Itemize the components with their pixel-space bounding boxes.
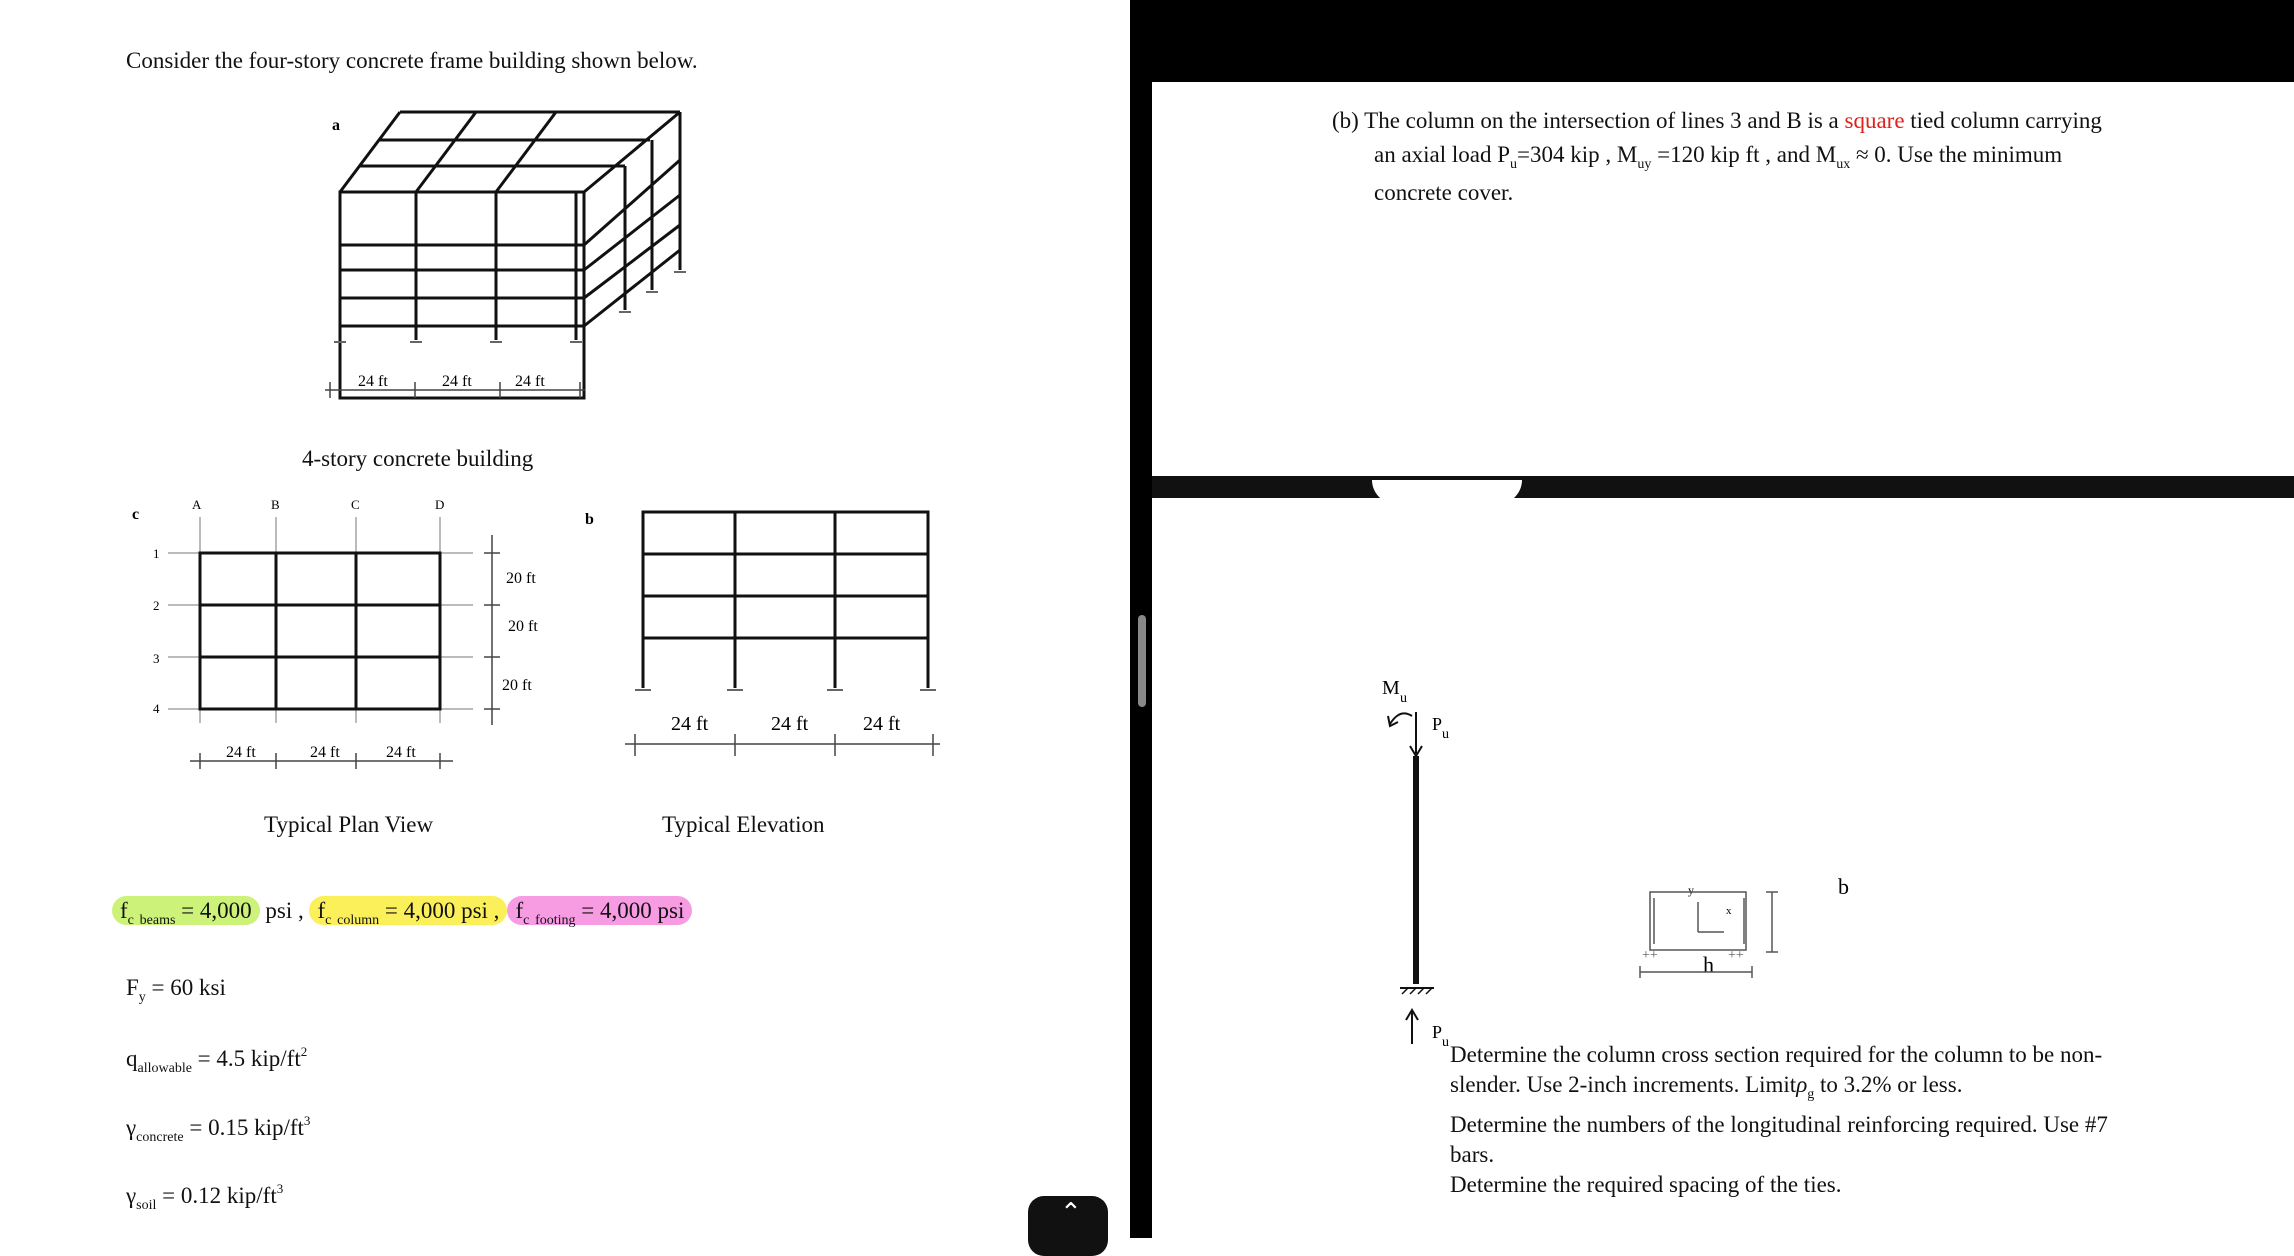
b-dim-label: b [1838,874,1849,899]
mu-label: M [1382,677,1400,699]
gamma-concrete-line: $\gamma_{concrete} = 0.15$ kip/$ft^3$ [126,1113,311,1145]
row-label-2: 2 [153,598,160,613]
svg-text:++: ++ [1642,948,1658,963]
pu-top-label: P [1432,714,1443,734]
part-b-line-1: (b) The column on the intersection of lines 3 and B is a square tied column carrying [1332,108,2102,133]
figure-a-dim-3: 24 ft [515,373,545,390]
pu-top-sub: u [1442,727,1449,742]
concrete-strengths-line: $f_c$ $_{beams}$ = 4,000 psi , $f_c$ $_{column}$ = 4,000 psi , $f_c$ $_{footing}$ = 4,000 psi [112,898,692,924]
figure-a-label: a [332,117,340,134]
plan-y-dim-1: 20 ft [506,570,536,587]
plan-x-dim-2: 24 ft [310,744,340,761]
y-axis-label: y [1688,883,1694,897]
col-label-d: D [435,497,445,512]
pu-bottom-sub: u [1442,1035,1449,1050]
elevation-dim-2: 24 ft [771,713,809,735]
plan-y-dim-3: 20 ft [502,677,532,694]
col-label-c: C [351,497,360,512]
part-b-line-3: concrete cover. [1374,180,1514,205]
scrollbar-thumb[interactable] [1138,615,1146,707]
gamma-soil-line: $\gamma_{soil} = 0.12$ kip/$ft^3$ [126,1181,284,1213]
plan-x-dim-1: 24 ft [226,744,256,761]
h-dim-label: h [1703,952,1714,977]
fy-line: $F_y = 60$ ksi [126,975,226,1005]
fc-footing-highlight: $f_c$ $_{footing}$ = 4,000 psi [507,896,692,925]
plan-x-dim-3: 24 ft [386,744,416,761]
mu-sub: u [1400,691,1407,706]
elevation-dim-3: 24 ft [863,713,901,735]
elevation-dim-1: 24 ft [671,713,709,735]
separator-curve [1372,480,1522,504]
chevron-up-icon: ⌃ [1060,1198,1082,1228]
figure-b-label: b [585,511,594,528]
task-3: Determine the required spacing of the ties. [1450,1172,1842,1197]
figure-c-label: c [132,506,140,523]
col-label-a: A [192,497,202,512]
figure-b-elevation [575,500,955,770]
row-label-1: 1 [153,546,160,561]
figure-b-caption: Typical Elevation [662,812,825,837]
part-b-line-2: an axial load $P_u=304$ kip , $M_{uy} =120$ kip ft , and $M_{ux} \approx 0$. Use the minimum [1374,142,2063,172]
svg-text:++: ++ [1728,948,1744,963]
column-cross-section [1592,802,1892,982]
fc-beams-highlight: $f_c$ $_{beams}$ = 4,000 [112,896,260,925]
square-word: square [1844,108,1905,133]
col-label-b: B [271,497,280,512]
x-axis-label: x [1726,905,1732,917]
figure-a-3d-frame [300,100,720,420]
page-separator [1152,476,2294,498]
column-loading-figure [1372,672,1492,1072]
plan-y-dim-2: 20 ft [508,618,538,635]
figure-c-plan-view [128,495,538,785]
figure-c-caption: Typical Plan View [264,812,434,837]
q-allowable-line: $q_{allowable} = 4.5$ kip/$ft^2$ [126,1044,308,1076]
task-1-line-1: Determine the column cross section required for the column to be non- [1450,1042,2103,1067]
figure-a-dim-2: 24 ft [442,373,472,390]
task-1-line-2: slender. Use 2-inch increments. Limitρ$_g$ to 3.2% or less. [1450,1072,1963,1102]
figure-a-caption: 4-story concrete building [302,446,534,471]
intro-text: Consider the four-story concrete frame building shown below. [126,48,698,73]
task-2-line-2: bars. [1450,1142,1495,1167]
pu-bottom-label: P [1432,1022,1443,1042]
right-document-page [1152,82,2294,1238]
task-2-line-1: Determine the numbers of the longitudinal reinforcing required. Use #7 [1450,1112,2108,1137]
scroll-up-button[interactable] [1028,1196,1108,1256]
figure-a-dim-1: 24 ft [358,373,388,390]
fc-column-highlight: $f_c$ $_{column}$ = 4,000 psi , [309,896,507,925]
row-label-3: 3 [153,651,160,666]
left-document-page [0,0,1130,1238]
row-label-4: 4 [153,701,160,716]
